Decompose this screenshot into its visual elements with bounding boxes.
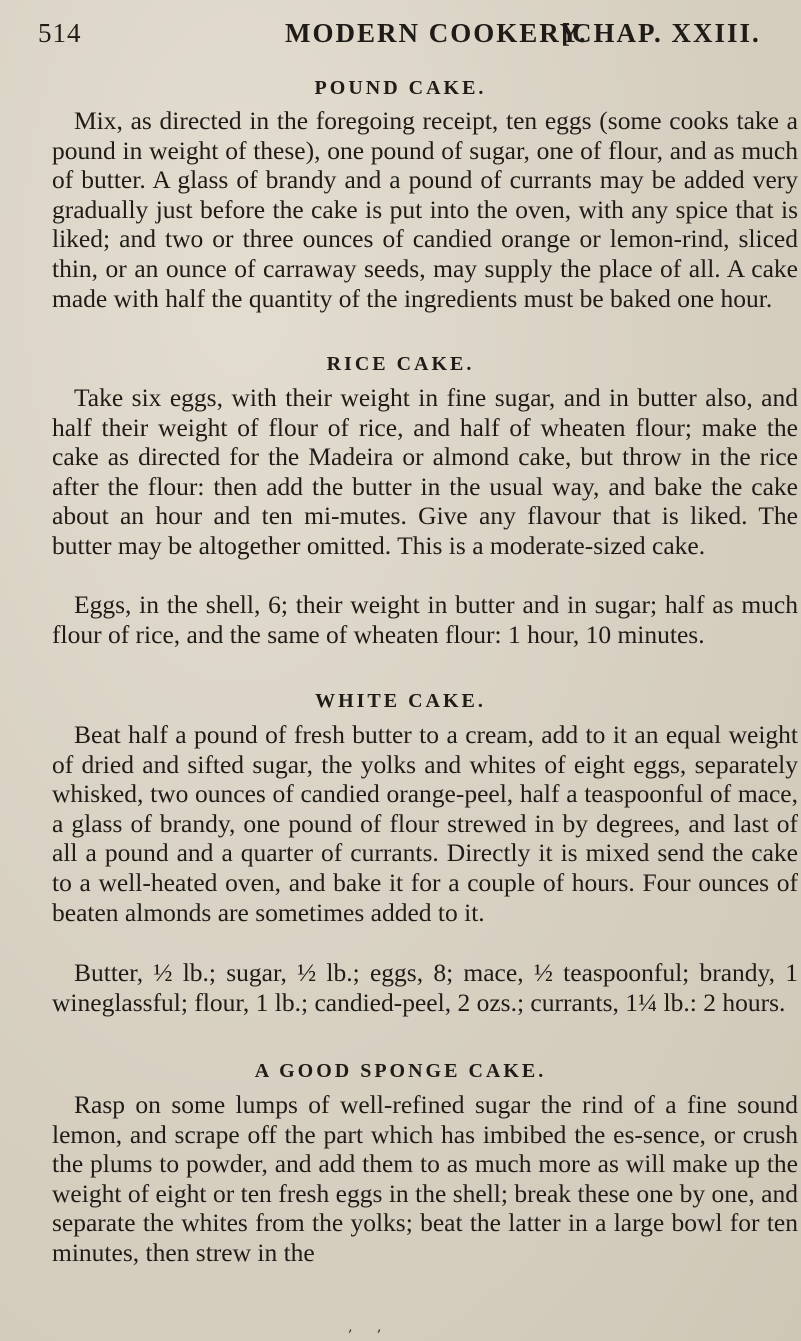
section-title-sponge-cake: A GOOD SPONGE CAKE. xyxy=(254,1060,547,1082)
paragraph-white-cake: Beat half a pound of fresh butter to a cream, add to it an equal weight of dried and sifted sugar, the yolks and whites of eight eggs, separately whisked, two ounces of candied orange-peel, half a teaspoonful of mace, a glass of brandy, one pound of flour strewed in by degrees, and last of all a pound and a quarter of currants. Directly it is mixed send the cake to a well-heated oven, and bake it for a couple of hours. Four ounces of beaten almonds are sometimes added to it. xyxy=(52,720,798,927)
page-number: 514 xyxy=(38,18,82,48)
chapter-label: [CHAP. XXIII. xyxy=(561,18,761,48)
section-title-white-cake: WHITE CAKE. xyxy=(315,690,486,712)
running-title: MODERN COOKERY. xyxy=(285,18,588,48)
paragraph-white-cake-summary: Butter, ½ lb.; sugar, ½ lb.; eggs, 8; mace, ½ teaspoonful; brandy, 1 wineglassful; flour, 1 lb.; candied-peel, 2 ozs.; currants, 1¼ lb.: 2 hours. xyxy=(52,958,798,1017)
paragraph-sponge-cake: Rasp on some lumps of well-refined sugar the rind of a fine sound lemon, and scrape off the part which has imbibed the es-sence, or crush the plums to powder, and add them to as much more as will make up the weight of eight or ten fresh eggs in the shell; break these one by one, and separate the whites from the yolks; beat the latter in a large bowl for ten minutes, then strew in the xyxy=(52,1090,798,1267)
paragraph-rice-cake: Take six eggs, with their weight in fine sugar, and in butter also, and half their weight of flour of rice, and half of wheaten flour; make the cake as directed for the Madeira or almond cake, but throw in the rice after the flour: then add the butter in the usual way, and bake the cake about an hour and ten mi-mutes. Give any flavour that is liked. The butter may be altogether omitted. This is a moderate-sized cake. xyxy=(52,383,798,560)
signature-mark: ‚ ‚ xyxy=(348,1319,392,1335)
paragraph-pound-cake: Mix, as directed in the foregoing receipt, ten eggs (some cooks take a pound in weight of these), one pound of sugar, one of flour, and as much of butter. A glass of brandy and a pound of currants may be added very gradually just before the cake is put into the oven, with any spice that is liked; and two or three ounces of candied orange or lemon-rind, sliced thin, or an ounce of carraway seeds, may supply the place of all. A cake made with half the quantity of the ingredients must be baked one hour. xyxy=(52,106,798,313)
section-title-pound-cake: POUND CAKE. xyxy=(314,77,487,99)
page-header xyxy=(38,18,791,58)
section-title-rice-cake: RICE CAKE. xyxy=(326,353,475,375)
paragraph-rice-cake-summary: Eggs, in the shell, 6; their weight in butter and in sugar; half as much flour of rice, and the same of wheaten flour: 1 hour, 10 minutes. xyxy=(52,590,798,649)
